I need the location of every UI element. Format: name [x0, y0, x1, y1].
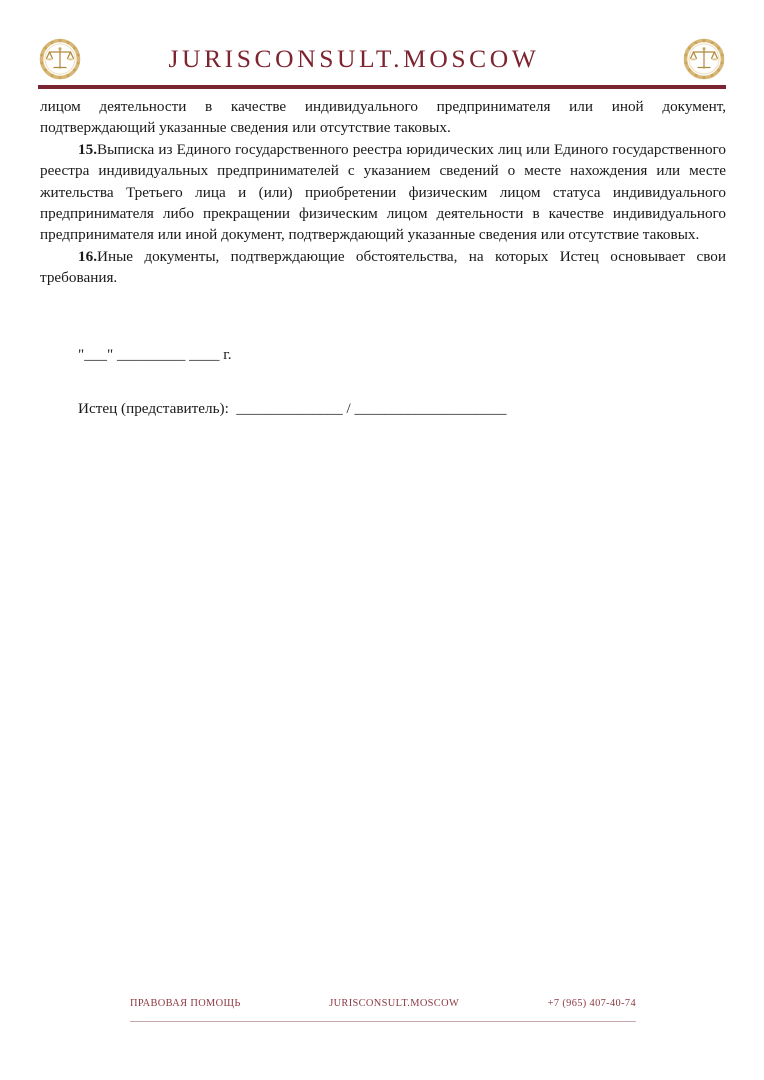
brand-title: JURISCONSULT.MOSCOW: [168, 44, 540, 74]
paragraph-continued: [40, 96, 726, 139]
footer-phone: +7 (965) 407-40-74: [547, 998, 636, 1009]
document-body: [40, 96, 726, 289]
paragraph-item-16-number: 16.: [78, 247, 97, 265]
header-inner: [38, 34, 726, 84]
scales-of-justice-wreath-icon-right: [682, 37, 726, 81]
footer-row: [130, 998, 636, 1009]
date-line: "___" _________ ____ г.: [78, 346, 232, 363]
footer-tagline: ПРАВОВАЯ ПОМОЩЬ: [130, 998, 241, 1009]
paragraph-item-15: [40, 139, 726, 246]
paragraph-item-16: [40, 246, 726, 289]
paragraph-item-16-text: Иные документы, подтверждающие обстоятельства, на которых Истец основывает свои требования.: [40, 247, 726, 287]
footer-website: JURISCONSULT.MOSCOW: [329, 998, 460, 1009]
document-footer: [130, 998, 636, 1009]
header-divider-rule: [38, 85, 726, 89]
paragraph-item-15-text: Выписка из Единого государственного реестра юридических лиц или Единого государственного реестра индивидуальных предпринимателей с указанием сведений о месте нахождения или месте жительства Третьего лица и (или) приобретении физическим лицом статуса индивидуального предпринимателя либо прекращении физическим лицом деятельности в качестве индивидуального предпринимателя или иной документ, подтверждающий указанные сведения или отсутствие таковых.: [40, 140, 726, 244]
footer-divider-rule: [130, 1021, 636, 1022]
claimant-signature-line: Истец (представитель): ______________ / ____________________: [78, 400, 507, 417]
scales-of-justice-wreath-icon-left: [38, 37, 82, 81]
paragraph-item-15-number: 15.: [78, 140, 97, 158]
document-header: [0, 0, 764, 92]
signature-block: [78, 344, 698, 419]
paragraph-continued-text: лицом деятельности в качестве индивидуального предпринимателя или иной документ, подтверждающий указанные сведения или отсутствие таковых.: [40, 98, 726, 137]
